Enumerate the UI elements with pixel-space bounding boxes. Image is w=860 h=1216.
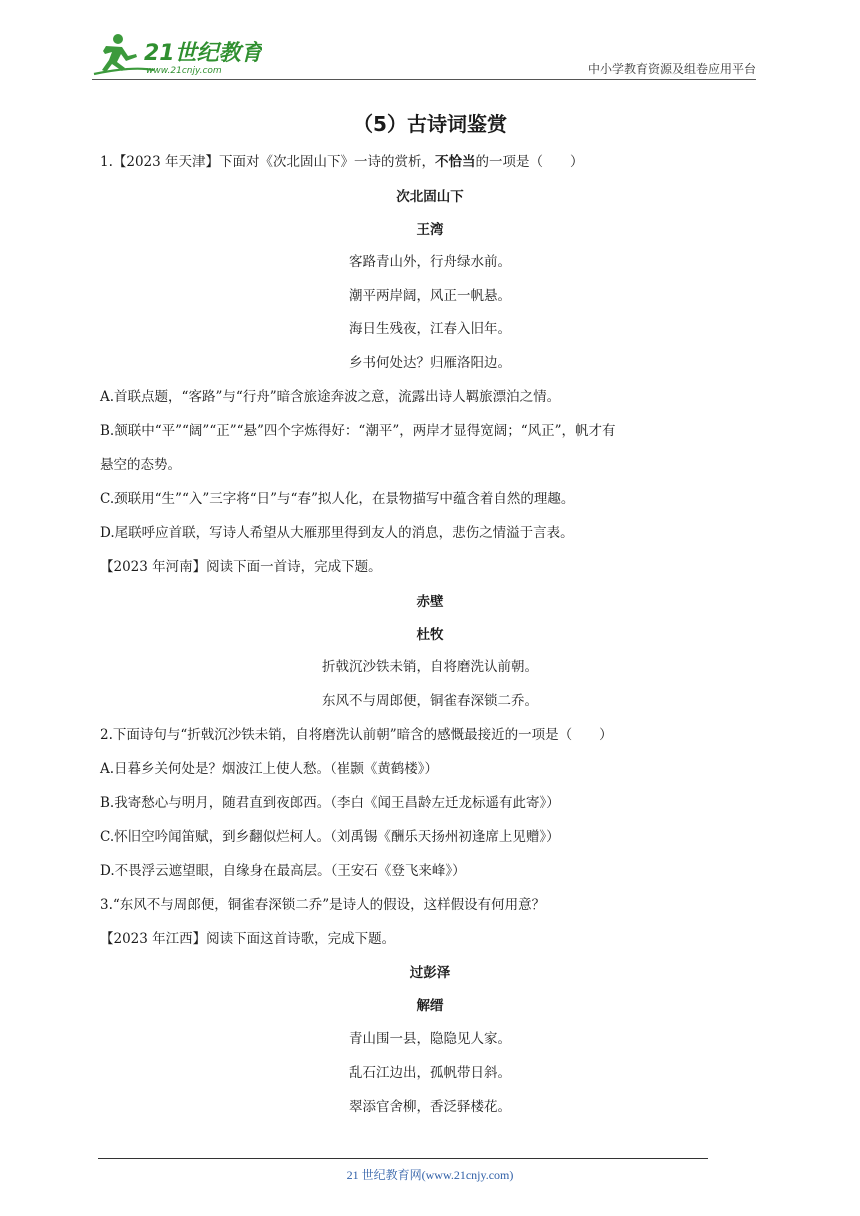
q1-option-c: C.颈联用“生”“入”三字将“日”与“春”拟人化，在景物描写中蕴含着自然的理趣。: [100, 491, 575, 507]
jiangxi-intro: 【2023 年江西】阅读下面这首诗歌，完成下题。: [100, 931, 396, 947]
logo-url: www.21cnjy.com: [146, 66, 222, 76]
q1-stem-emphasis: 不恰当: [435, 154, 476, 170]
q3-stem: 3.“东风不与周郎便，铜雀春深锁二乔”是诗人的假设，这样假设有何用意？: [100, 897, 546, 913]
q1-poem-author: 王湾: [416, 222, 444, 238]
q1-option-d: D.尾联呼应首联，写诗人希望从大雁那里得到友人的消息，悲伤之情溢于言表。: [100, 525, 574, 541]
q1-stem: [100, 152, 762, 172]
q1-option-b: B.颔联中“平”“阔”“正”“悬”四个字炼得好：“潮平”，两岸才显得宽阔；“风正”，帆才有: [100, 423, 616, 439]
q1-poem-title: 次北固山下: [396, 189, 464, 205]
q1-option-a: A.首联点题，“客路”与“行舟”暗含旅途奔波之意，流露出诗人羁旅漂泊之情。: [100, 389, 561, 405]
q2-option-d: D.不畏浮云遮望眼，自缘身在最高层。（王安石《登飞来峰》）: [100, 863, 466, 879]
henan-poem-title: 赤壁: [416, 594, 444, 610]
logo-text: 21世纪教育: [144, 41, 262, 66]
henan-intro: 【2023 年河南】阅读下面一首诗，完成下题。: [100, 559, 382, 575]
jiangxi-poem-line: 乱石江边出，孤帆带日斜。: [349, 1065, 511, 1081]
running-figure-logo-icon: [92, 30, 262, 78]
q2-option-a: A.日暮乡关何处是？烟波江上使人愁。（崔颢《黄鹤楼》）: [100, 761, 439, 777]
q1-poem-line: 乡书何处达？归雁洛阳边。: [349, 355, 511, 371]
q1-stem-prefix: 1.【2023 年天津】下面对《次北固山下》一诗的赏析，: [100, 154, 436, 170]
q1-option-b-continued: 悬空的态势。: [100, 457, 181, 473]
q2-option-c: C.怀旧空吟闻笛赋，到乡翻似烂柯人。（刘禹锡《酬乐天扬州初逢席上见赠》）: [100, 829, 560, 845]
henan-poem-line: 东风不与周郎便，铜雀春深锁二乔。: [322, 693, 538, 709]
page-title: （5）古诗词鉴赏: [353, 112, 507, 136]
footer-link[interactable]: 21 世纪教育网(www.21cnjy.com): [346, 1168, 514, 1182]
site-logo: [92, 30, 262, 78]
jiangxi-poem-line: 翠添官舍柳，香泛驿楼花。: [349, 1099, 511, 1115]
q1-poem-line: 客路青山外，行舟绿水前。: [349, 254, 511, 270]
footer-divider: [98, 1158, 708, 1159]
q1-poem-line: 海日生残夜，江春入旧年。: [349, 321, 511, 337]
platform-label: 中小学教育资源及组卷应用平台: [587, 62, 756, 76]
jiangxi-poem-author: 解缙: [416, 998, 444, 1014]
q2-option-b: B.我寄愁心与明月，随君直到夜郎西。（李白《闻王昌龄左迁龙标遥有此寄》）: [100, 795, 560, 811]
header-divider: [92, 79, 756, 80]
q2-stem: 2.下面诗句与“折戟沉沙铁未销，自将磨洗认前朝”暗含的感慨最接近的一项是（ ）: [100, 727, 613, 743]
henan-poem-line: 折戟沉沙铁未销，自将磨洗认前朝。: [322, 659, 538, 675]
jiangxi-poem-title: 过彭泽: [409, 965, 451, 981]
q1-poem-line: 潮平两岸阔，风正一帆悬。: [349, 288, 511, 304]
page-header: [92, 30, 756, 80]
q1-stem-suffix: 的一项是（ ）: [475, 154, 584, 170]
jiangxi-poem-line: 青山围一县，隐隐见人家。: [349, 1031, 511, 1047]
henan-poem-author: 杜牧: [416, 627, 444, 643]
